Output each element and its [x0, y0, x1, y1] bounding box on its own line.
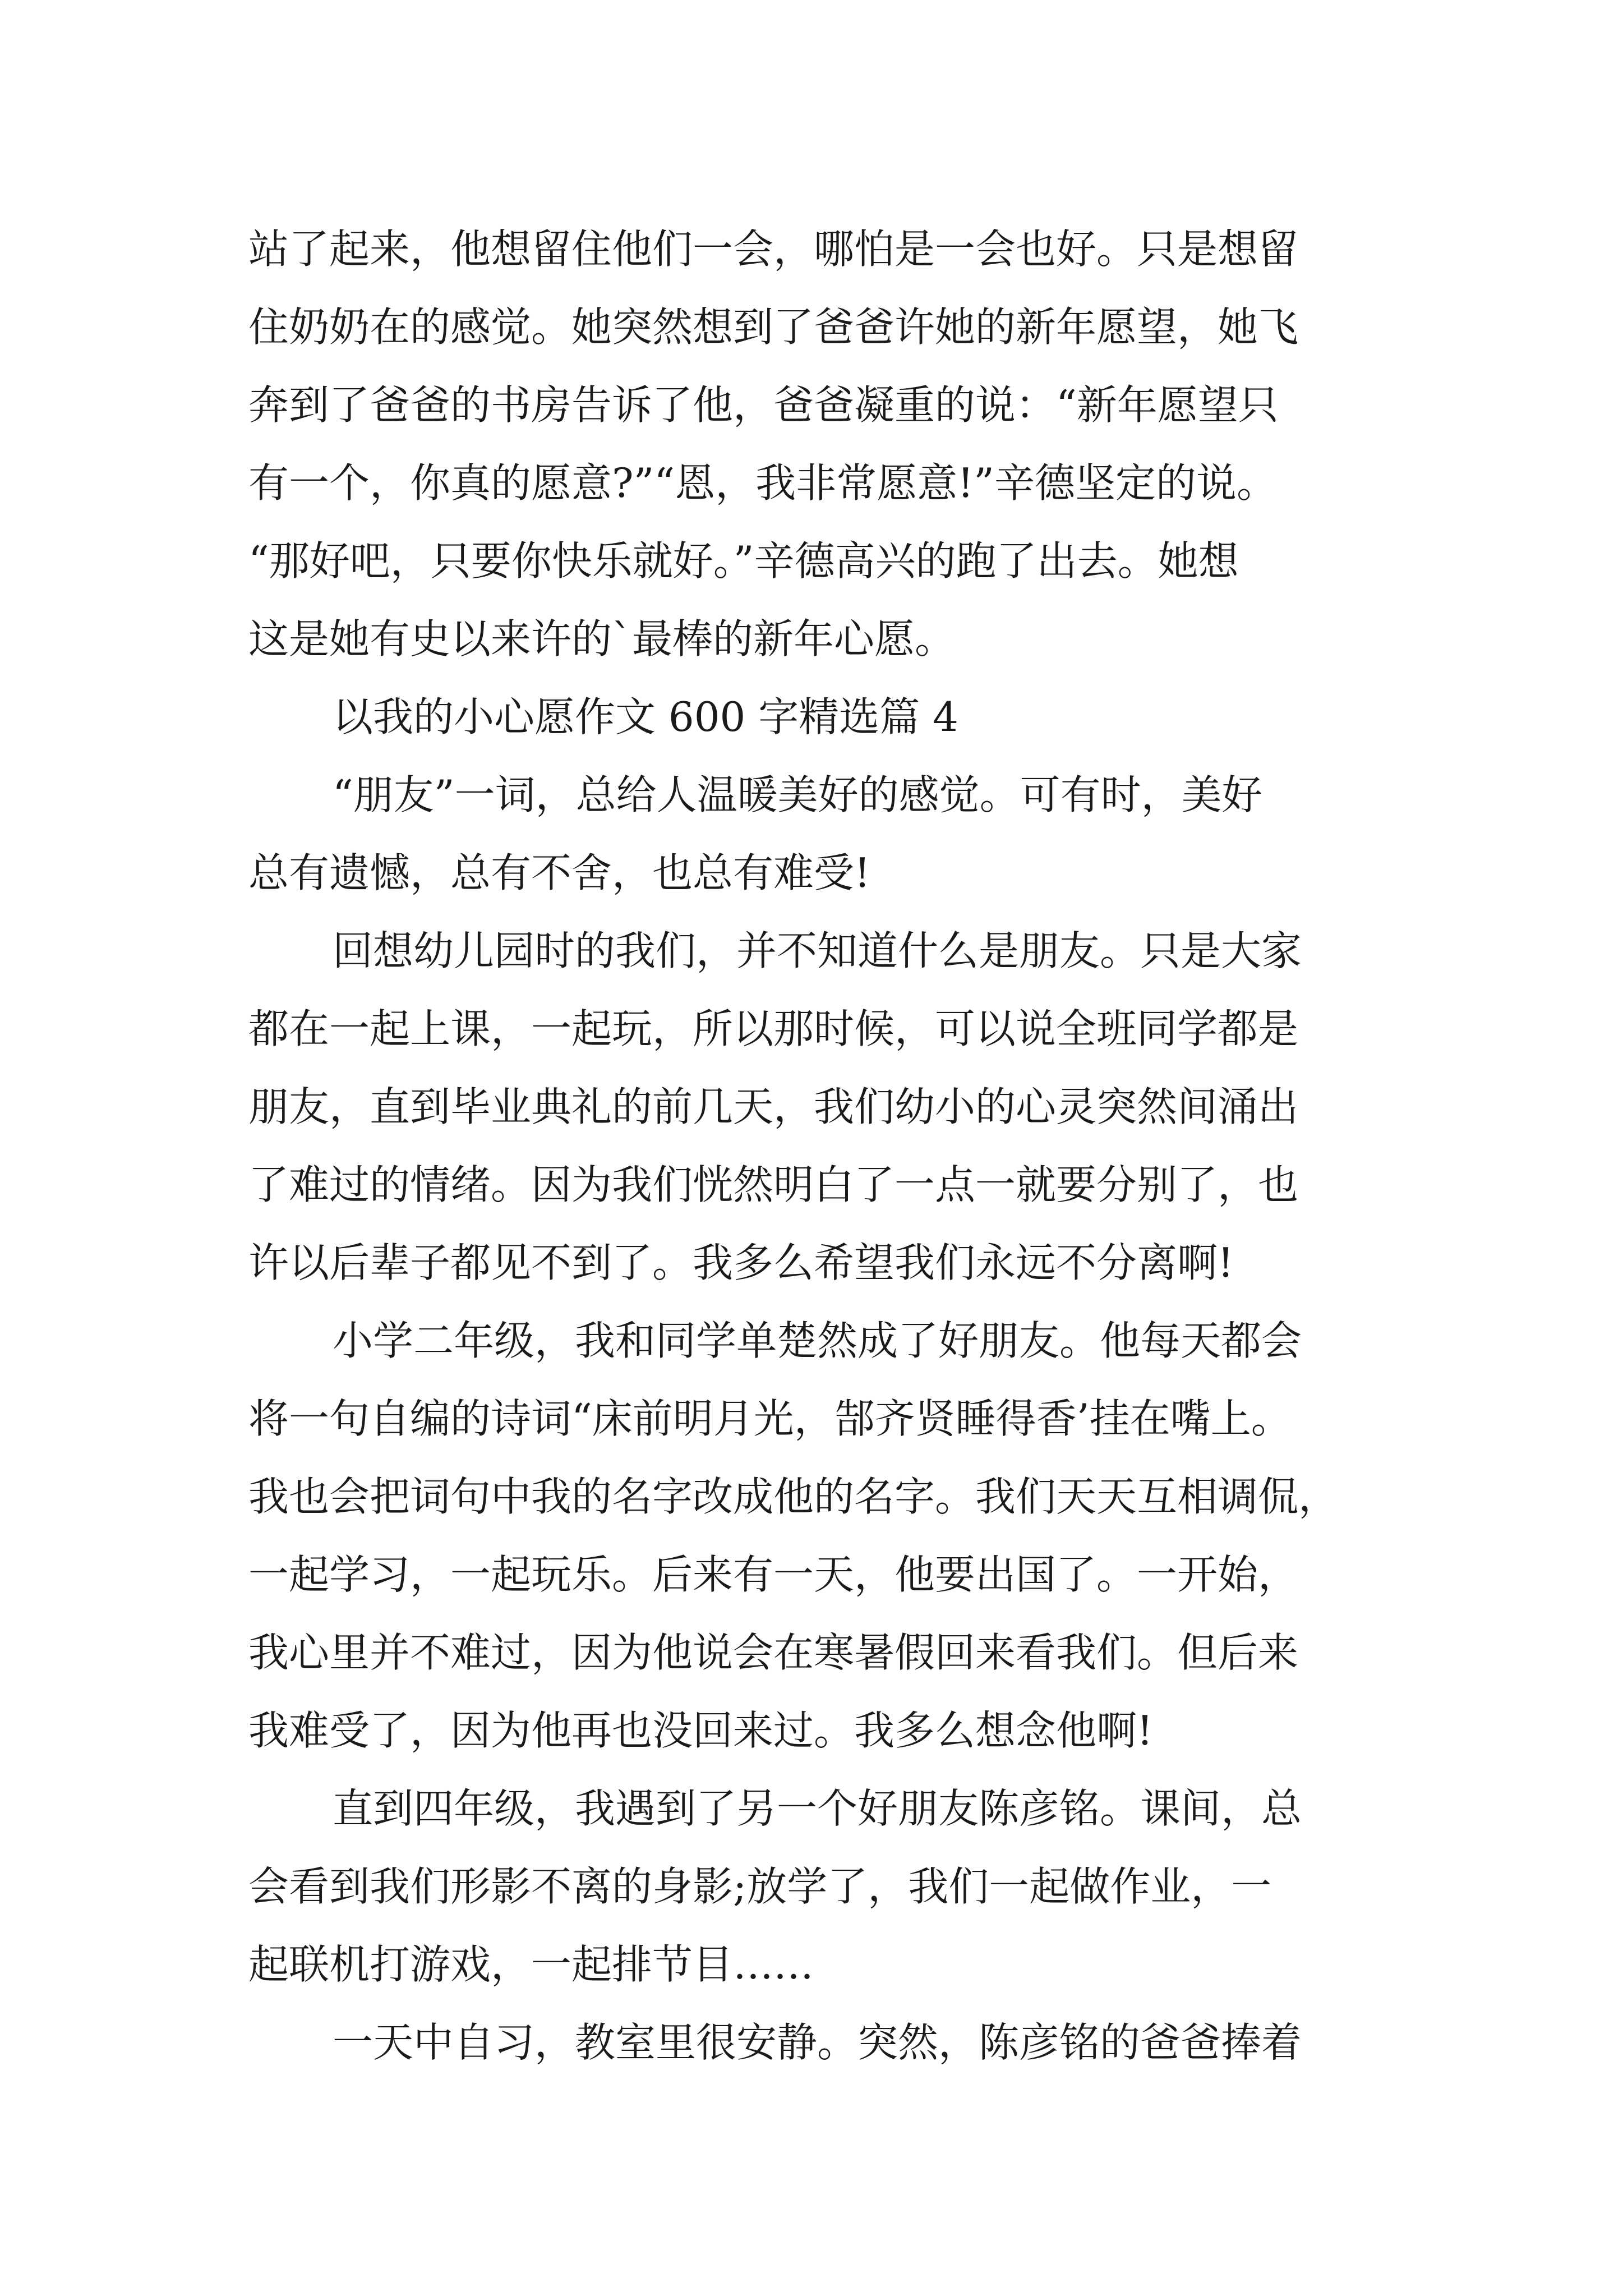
- text-line: 我也会把词句中我的名字改成他的名字。我们天天互相调侃，: [248, 1473, 1339, 1520]
- text-line: 奔到了爸爸的书房告诉了他，爸爸凝重的说：“新年愿望只: [248, 381, 1279, 429]
- text-line: 一天中自习，教室里很安静。突然，陈彦铭的爸爸捧着: [333, 2019, 1302, 2066]
- section-heading: 以我的小心愿作文 600 字精选篇 4: [333, 693, 958, 740]
- text-line: 总有遗憾，总有不舍，也总有难受!: [248, 849, 870, 896]
- text-line: 我难受了，因为他再也没回来过。我多么想念他啊!: [248, 1707, 1153, 1754]
- text-line: 我心里并不难过，因为他说会在寒暑假回来看我们。但后来: [248, 1629, 1299, 1676]
- text-line: 住奶奶在的感觉。她突然想到了爸爸许她的新年愿望，她飞: [248, 303, 1299, 351]
- text-line: 站了起来，他想留住他们一会，哪怕是一会也好。只是想留: [248, 226, 1299, 273]
- article-body: [248, 210, 1449, 2082]
- text-line: 这是她有史以来许的`最棒的新年心愿。: [248, 615, 956, 662]
- text-line: 直到四年级，我遇到了另一个好朋友陈彦铭。课间，总: [333, 1785, 1302, 1832]
- text-line: 起联机打游戏，一起排节目……: [248, 1941, 814, 1988]
- text-line: 一起学习，一起玩乐。后来有一天，他要出国了。一开始，: [248, 1551, 1299, 1598]
- text-line: “朋友”一词，总给人温暖美好的感觉。可有时，美好: [333, 771, 1262, 818]
- text-line: 小学二年级，我和同学单楚然成了好朋友。他每天都会: [333, 1317, 1302, 1364]
- text-line: 了难过的情绪。因为我们恍然明白了一点一就要分别了，也: [248, 1161, 1299, 1208]
- text-line: 有一个，你真的愿意?”“恩，我非常愿意!”辛德坚定的说。: [248, 459, 1277, 507]
- text-line: 会看到我们形影不离的身影;放学了，我们一起做作业，一: [248, 1863, 1272, 1910]
- text-line: “那好吧，只要你快乐就好。”辛德高兴的跑了出去。她想: [248, 537, 1239, 585]
- text-line: 将一句自编的诗词“床前明月光，郜齐贤睡得香’挂在嘴上。: [248, 1395, 1292, 1442]
- text-line: 朋友，直到毕业典礼的前几天，我们幼小的心灵突然间涌出: [248, 1083, 1299, 1130]
- text-line: 回想幼儿园时的我们，并不知道什么是朋友。只是大家: [333, 927, 1302, 974]
- text-line: 许以后辈子都见不到了。我多么希望我们永远不分离啊!: [248, 1239, 1234, 1286]
- text-line: 都在一起上课，一起玩，所以那时候，可以说全班同学都是: [248, 1005, 1299, 1052]
